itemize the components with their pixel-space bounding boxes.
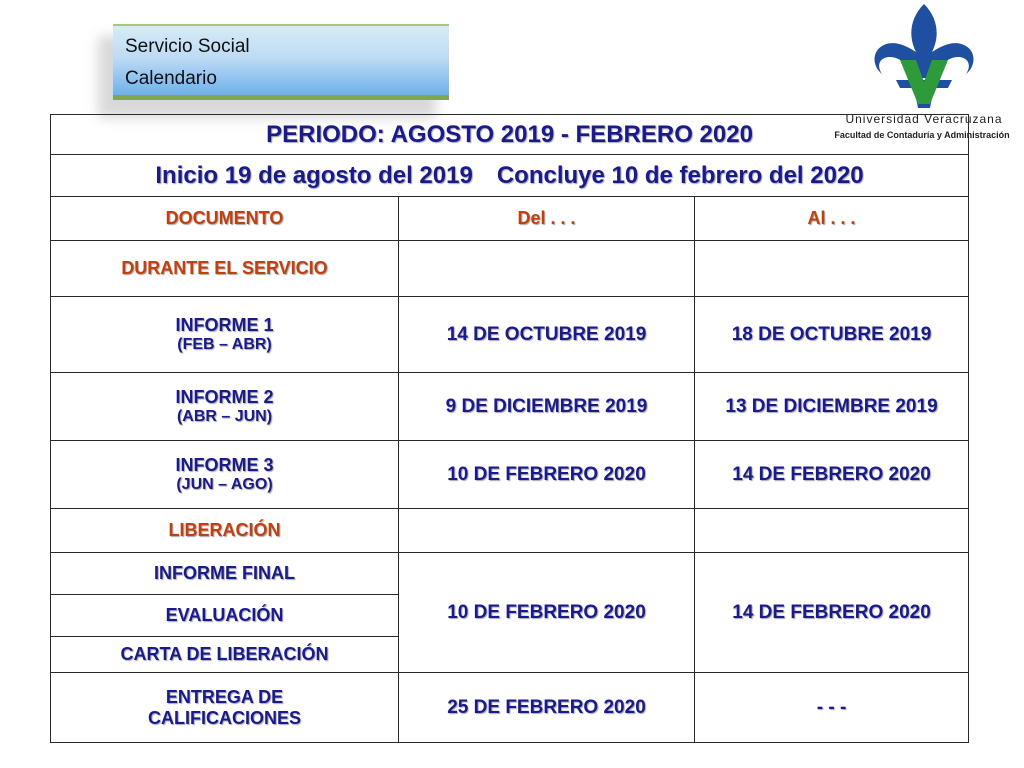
document-name: ENTREGA DE: [165, 686, 284, 707]
empty-cell: [695, 241, 969, 297]
period-title: PERIODO: AGOSTO 2019 - FEBRERO 2020: [51, 115, 969, 155]
date-to: 14 DE FEBRERO 2020: [695, 553, 969, 673]
faculty-name: Facultad de Contaduría y Administración: [834, 130, 1010, 140]
date-from: 10 DE FEBRERO 2020: [399, 441, 695, 509]
table-row: [51, 553, 969, 595]
header-to: Al . . .: [695, 197, 969, 241]
period-row: [51, 115, 969, 155]
document-cell: [51, 441, 399, 509]
end-date: Concluye 10 de febrero del 2020: [496, 161, 864, 189]
document-cell: [51, 673, 399, 743]
liberacion-label: LIBERACIÓN: [51, 509, 399, 553]
date-to: - - -: [695, 673, 969, 743]
document-range: (ABR – JUN): [176, 408, 273, 425]
document-name: INFORME 3: [175, 455, 274, 475]
dates-row: [51, 155, 969, 197]
document-range: (JUN – AGO): [176, 476, 273, 493]
header-row: [51, 197, 969, 241]
document-name: EVALUACIÓN: [51, 595, 399, 637]
header-tag-subtitle: Calendario: [125, 68, 217, 89]
table-row: [51, 297, 969, 373]
document-name: INFORME 1: [175, 315, 274, 335]
date-to: 14 DE FEBRERO 2020: [695, 441, 969, 509]
during-label: DURANTE EL SERVICIO: [51, 241, 399, 297]
document-range: (FEB – ABR): [177, 336, 272, 353]
header-tag-title: Servicio Social: [125, 36, 250, 57]
document-name: INFORME FINAL: [51, 553, 399, 595]
document-name-cont: CALIFICACIONES: [148, 707, 301, 728]
date-from: 10 DE FEBRERO 2020: [399, 553, 695, 673]
empty-cell: [399, 509, 695, 553]
document-cell: [51, 297, 399, 373]
table-row: [51, 673, 969, 743]
table-row: [51, 441, 969, 509]
header-tag: [113, 24, 449, 100]
empty-cell: [399, 241, 695, 297]
document-name: CARTA DE LIBERACIÓN: [51, 637, 399, 673]
date-from: 14 DE OCTUBRE 2019: [399, 297, 695, 373]
header-document: DOCUMENTO: [51, 197, 399, 241]
date-from: 25 DE FEBRERO 2020: [399, 673, 695, 743]
university-name: Universidad Veracruzana: [845, 112, 1003, 126]
document-name: INFORME 2: [175, 387, 274, 407]
table-row: [51, 373, 969, 441]
liberacion-row: [51, 509, 969, 553]
calendar-table: [50, 114, 969, 743]
date-to: 13 DE DICIEMBRE 2019: [695, 373, 969, 441]
header-from: Del . . .: [399, 197, 695, 241]
date-to: 18 DE OCTUBRE 2019: [695, 297, 969, 373]
empty-cell: [695, 509, 969, 553]
during-row: [51, 241, 969, 297]
document-cell: [51, 373, 399, 441]
date-from: 9 DE DICIEMBRE 2019: [399, 373, 695, 441]
period-dates: [51, 155, 969, 197]
start-date: Inicio 19 de agosto del 2019: [155, 161, 473, 189]
